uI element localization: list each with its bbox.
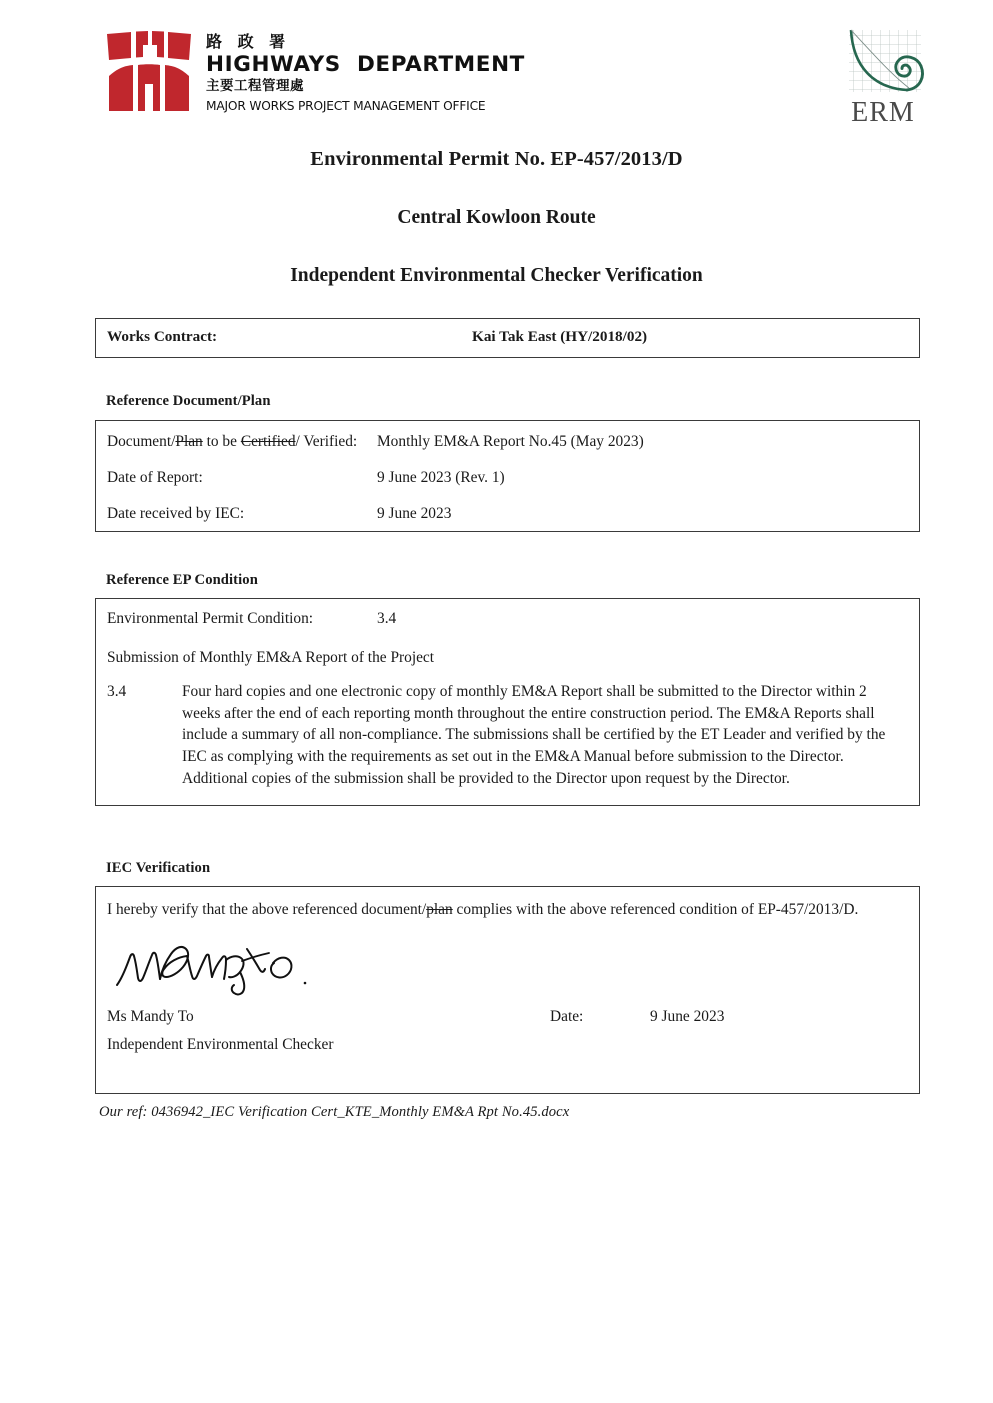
signature-date-value: 9 June 2023: [650, 1007, 725, 1025]
highways-department-wordmark: [206, 28, 525, 114]
ep-condition-title: Submission of Monthly EM&A Report of the Project: [107, 648, 435, 666]
ep-condition-box: [95, 598, 920, 806]
hd-chinese-name: 路 政 署: [206, 32, 291, 51]
ep-condition-body-text: Four hard copies and one electronic copy of monthly EM&A Report shall be submitted to the Director within 2 weeks after the end of each reporting month throughout the entire construction period. The EM&A Reports shall include a summary of all non-compliance. The submissions shall be certified by the ET Leader and verified by the IEC as complying with the requirements as set out in the EM&A Manual before submission to the Director. Additional copies of the submission shall be provided to the Director upon request by the Director.: [182, 682, 886, 788]
ep-condition-label: Environmental Permit Condition:: [107, 610, 314, 627]
date-received-value: 9 June 2023: [377, 504, 452, 522]
hd-chinese-office: 主要工程管理處: [206, 78, 304, 95]
reference-document-row-date-of-report: [107, 468, 919, 489]
page-header: [0, 28, 993, 133]
label-text-struck-plan: Plan: [175, 433, 203, 450]
reference-document-label-certified: [107, 432, 377, 453]
signature-name-line: [107, 1007, 905, 1028]
statement-part2: complies with the above referenced condition of EP-457/2013/D.: [452, 901, 859, 918]
page-title-permit-number: Environmental Permit No. EP-457/2013/D: [310, 148, 683, 170]
date-of-report-value: 9 June 2023 (Rev. 1): [377, 468, 505, 486]
statement-struck-plan: plan: [426, 901, 453, 918]
reference-document-row-certified: [107, 432, 919, 453]
page-title-project-name: Central Kowloon Route: [397, 207, 596, 228]
works-contract-value: Kai Tak East (HY/2018/02): [472, 328, 648, 345]
label-text-part3: / Verified:: [295, 433, 358, 450]
reference-document-box: [95, 420, 920, 532]
label-text-struck-certified: Certified: [240, 433, 296, 450]
label-text-part1: Document/: [107, 433, 176, 450]
footer-our-ref: Our ref: 0436942_IEC Verification Cert_KTE_Monthly EM&A Rpt No.45.docx: [99, 1104, 570, 1120]
ep-condition-body: [107, 681, 905, 790]
highways-department-logo-block: [106, 28, 525, 116]
iec-verification-statement: [107, 899, 905, 921]
signer-role: Independent Environmental Checker: [107, 1035, 334, 1053]
erm-logo-block: [835, 26, 931, 127]
ep-condition-number: 3.4: [377, 610, 397, 627]
works-contract-label: Works Contract:: [107, 328, 218, 345]
date-received-label: Date received by IEC:: [107, 504, 245, 522]
reference-document-row-date-received: [107, 504, 919, 525]
handwritten-signature-icon: [113, 937, 323, 999]
signature-date-label: Date:: [550, 1007, 584, 1025]
document-titles: [0, 148, 993, 287]
section-label-reference-document: Reference Document/Plan: [106, 393, 271, 409]
hd-english-name: HIGHWAYS DEPARTMENT: [206, 52, 525, 77]
highways-department-arch-logo-icon: [106, 28, 192, 116]
hd-english-office: MAJOR WORKS PROJECT MANAGEMENT OFFICE: [206, 97, 486, 113]
date-of-report-label: Date of Report:: [107, 468, 203, 486]
section-label-reference-ep-condition: Reference EP Condition: [106, 572, 258, 588]
erm-wordmark: ERM: [851, 97, 915, 128]
section-label-iec-verification: IEC Verification: [106, 860, 211, 876]
erm-fern-grid-logo-icon: [835, 26, 931, 98]
signer-name: Ms Mandy To: [107, 1007, 194, 1025]
works-contract-box: [95, 318, 920, 358]
statement-part1: I hereby verify that the above referenced document/: [107, 901, 427, 918]
iec-verification-box: [95, 886, 920, 1094]
page-title-document-type: Independent Environmental Checker Verification: [290, 265, 703, 286]
ep-condition-body-number: 3.4: [107, 682, 127, 700]
reference-document-value-report: Monthly EM&A Report No.45 (May 2023): [377, 433, 644, 450]
signature-area: [107, 937, 905, 1005]
ep-condition-row: [107, 609, 905, 630]
label-text-part2: to be: [202, 433, 241, 450]
